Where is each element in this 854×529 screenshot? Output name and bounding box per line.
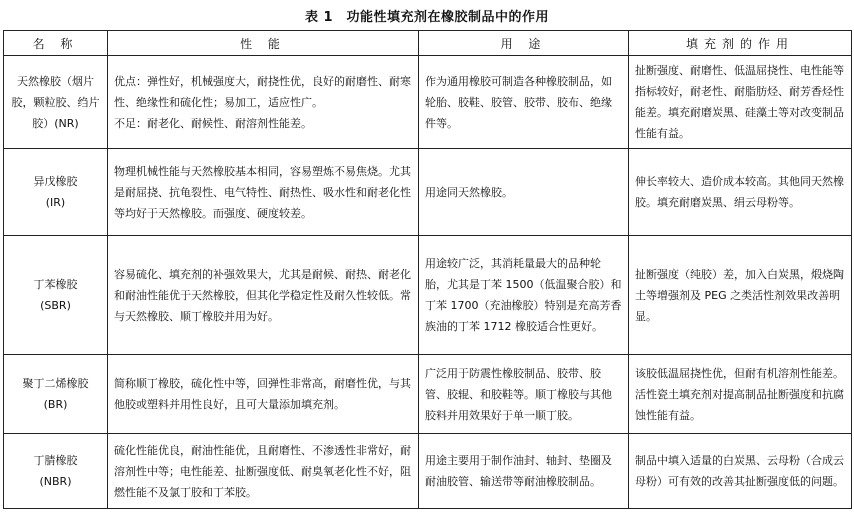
- filler-role-cell: 扯断强度、耐磨性、低温屈挠性、电性能等指标较好，耐老性、耐脂肪烃、耐芳香烃性能差。填充耐磨炭黑、硅藻土等对改变制品性能有益。: [629, 56, 852, 149]
- rubber-abbr: (NBR): [39, 475, 72, 488]
- performance-text: 不足：耐老化、耐候性、耐溶剂性能差。: [114, 116, 312, 130]
- header-use: 用 途: [419, 31, 629, 56]
- table-row: [4, 149, 852, 236]
- performance-cell: [108, 56, 419, 149]
- use-cell: 用途同天然橡胶。: [419, 149, 629, 236]
- performance-text: 简称顺丁橡胶，硫化性中等，回弹性非常高，耐磨性优，与其他胶或塑料并用性良好，且可大量添加填充剂。: [114, 377, 411, 411]
- rubber-name: 异戊橡胶: [33, 175, 78, 188]
- performance-text: 容易硫化、填充剂的补强效果大，尤其是耐候、耐热、耐老化和耐油性能优于天然橡胶，但其化学稳定性及耐久性较低。常与天然橡胶、顺丁橡胶并用为好。: [114, 267, 411, 323]
- use-cell: 用途较广泛，其消耗量最大的品种轮胎，尤其是丁苯 1500（低温聚合胶）和丁苯 1700（充油橡胶）特别是充高芳香族油的丁苯 1712 橡胶适合性更好。: [419, 236, 629, 355]
- performance-cell: [108, 236, 419, 355]
- table-row: [4, 236, 852, 355]
- header-performance: 性 能: [108, 31, 419, 56]
- filler-role-cell: 制品中填入适量的白炭黑、云母粉（合成云母粉）可有效的改善其扯断强度低的问题。: [629, 434, 852, 509]
- performance-text: 硫化性能优良，耐油性能优，且耐磨性、不渗透性非常好，耐溶剂性中等；电性能差、扯断强度低、耐臭氧老化性不好，阻燃性能不及氯丁胶和丁苯胶。: [114, 443, 411, 499]
- rubber-abbr: (BR): [43, 398, 68, 411]
- performance-cell: [108, 434, 419, 509]
- rubber-name: 天然橡胶（烟片胶，颗粒胶、绉片胶）(NR): [11, 74, 100, 130]
- rubber-name-cell: [4, 355, 108, 434]
- filler-role-cell: 扯断强度（纯胶）差，加入白炭黑，煅烧陶土等增强剂及 PEG 之类活性剂效果改善明显。: [629, 236, 852, 355]
- header-name: 名 称: [4, 31, 108, 56]
- filler-role-cell: 该胶低温屈挠性优，但耐有机溶剂性能差。活性瓷土填充剂对提高制品扯断强度和抗腐蚀性能有益。: [629, 355, 852, 434]
- rubber-name-cell: [4, 434, 108, 509]
- rubber-abbr: (IR): [45, 196, 66, 209]
- performance-text: 优点：弹性好，机械强度大，耐挠性优，良好的耐磨性、耐寒性、绝缘性和硫化性；易加工，适应性广。: [114, 74, 411, 109]
- filler-role-cell: 伸长率较大、造价成本较高。其他同天然橡胶。填充耐磨炭黑、绢云母粉等。: [629, 149, 852, 236]
- rubber-abbr: (SBR): [40, 299, 71, 312]
- performance-cell: [108, 355, 419, 434]
- table-row: [4, 56, 852, 149]
- use-cell: 作为通用橡胶可制造各种橡胶制品，如轮胎、胶鞋、胶管、胶带、胶布、绝缘件等。: [419, 56, 629, 149]
- table-title: 表 1 功能性填充剂在橡胶制品中的作用: [304, 10, 550, 25]
- header-row: [4, 31, 852, 56]
- filler-table: [3, 30, 852, 509]
- table-row: [4, 355, 852, 434]
- rubber-name: 丁腈橡胶: [33, 454, 78, 467]
- rubber-name-cell: [4, 149, 108, 236]
- header-filler-role: 填充剂的作用: [629, 31, 852, 56]
- performance-cell: [108, 149, 419, 236]
- performance-text: 物理机械性能与天然橡胶基本相同，容易塑炼不易焦烧。尤其是耐屈挠、抗龟裂性、电气特性、耐热性、吸水性和耐老化性等均好于天然橡胶。而强度、硬度较差。: [114, 164, 411, 220]
- use-cell: 用途主要用于制作油封、轴封、垫圈及耐油胶管、输送带等耐油橡胶制品。: [419, 434, 629, 509]
- rubber-name: 聚丁二烯橡胶: [22, 377, 89, 390]
- use-cell: 广泛用于防震性橡胶制品、胶带、胶管、胶辊、和胶鞋等。顺丁橡胶与其他胶料并用效果好于单一顺丁胶。: [419, 355, 629, 434]
- rubber-name-cell: [4, 56, 108, 149]
- rubber-name-cell: [4, 236, 108, 355]
- table-row: [4, 434, 852, 509]
- rubber-name: 丁苯橡胶: [33, 278, 78, 291]
